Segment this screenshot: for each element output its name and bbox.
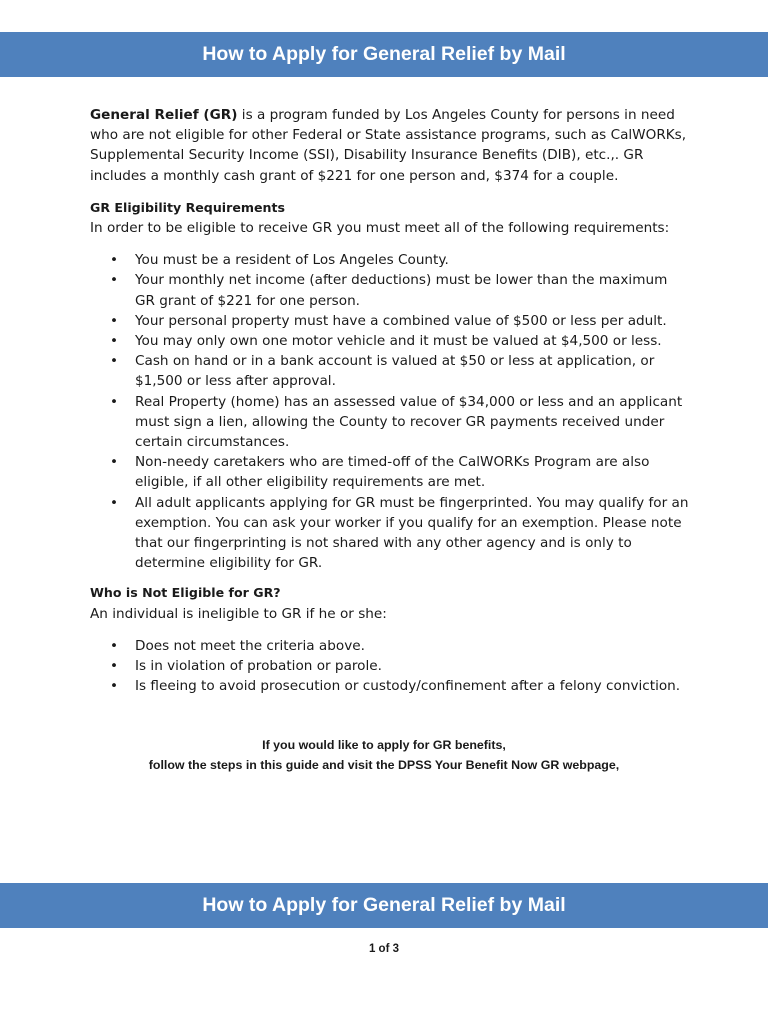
closing-note [0, 735, 768, 775]
document-body [90, 105, 690, 696]
bullet-icon: • [110, 494, 119, 511]
bullet-icon: • [110, 393, 119, 410]
list-item-text: Real Property (home) has an assessed value of $34,000 or less and an applicant must sign a lien, allowing the County to recover GR payments received under certain circumstances. [135, 393, 683, 451]
list-item-text: Is in violation of probation or parole. [135, 658, 382, 675]
ineligible-section [90, 583, 690, 696]
list-item-text: Non-needy caretakers who are timed-off of the CalWORKs Program are also eligible, if all other eligibility requirements are met. [135, 454, 650, 491]
header-title: How to Apply for General Relief by Mail [202, 43, 566, 65]
bullet-icon: • [110, 678, 119, 695]
list-item [90, 311, 690, 331]
list-item [90, 676, 690, 696]
list-item [90, 270, 690, 310]
list-item-text: Your personal property must have a combined value of $500 or less per adult. [135, 312, 667, 329]
bullet-icon: • [110, 353, 119, 370]
list-item-text: Cash on hand or in a bank account is valued at $50 or less at application, or $1,500 or less after approval. [135, 353, 655, 390]
closing-line-1: If you would like to apply for GR benefits, [262, 738, 506, 752]
bullet-icon: • [110, 637, 119, 654]
bullet-icon: • [110, 454, 119, 471]
bullet-icon: • [110, 333, 119, 350]
bullet-icon: • [110, 252, 119, 269]
ineligible-lead: An individual is ineligible to GR if he or she: [90, 605, 387, 622]
eligibility-list [90, 250, 690, 573]
list-item [90, 493, 690, 574]
ineligible-list [90, 636, 690, 697]
list-item [90, 250, 690, 270]
eligibility-heading: GR Eligibility Requirements [90, 199, 286, 215]
bullet-icon: • [110, 312, 119, 329]
intro-text: is a program funded by Los Angeles County for persons in need who are not eligible for other Federal or State assistance programs, such as CalWORKs, Supplemental Security Income (SSI), Disability Insurance Benefits (DIB), etc.,. GR includes a monthly cash grant of $221 for one person and, $374 for a couple. [90, 107, 687, 184]
list-item-text: You must be a resident of Los Angeles County. [135, 252, 449, 269]
ineligible-heading: Who is Not Eligible for GR? [90, 585, 281, 601]
list-item-text: Is fleeing to avoid prosecution or custody/confinement after a felony conviction. [135, 678, 681, 695]
list-item-text: All adult applicants applying for GR must be fingerprinted. You may qualify for an exemption. You can ask your worker if you qualify for an exemption. Please note that our fingerprinting is not shared with any other agency and is only to determine eligibility for GR. [135, 494, 689, 572]
list-item [90, 331, 690, 351]
list-item [90, 351, 690, 391]
list-item [90, 636, 690, 656]
bullet-icon: • [110, 658, 119, 675]
list-item [90, 656, 690, 676]
eligibility-section [90, 198, 690, 574]
intro-term: General Relief (GR) [90, 107, 238, 123]
intro-paragraph [90, 105, 690, 186]
eligibility-lead: In order to be eligible to receive GR you must meet all of the following requirements: [90, 220, 670, 237]
header-banner [0, 32, 768, 77]
closing-line-2: follow the steps in this guide and visit the DPSS Your Benefit Now GR webpage, [148, 758, 620, 772]
list-item [90, 392, 690, 453]
list-item-text: Does not meet the criteria above. [135, 637, 365, 654]
list-item [90, 452, 690, 492]
page-number: 1 of 3 [368, 943, 400, 955]
footer-title: How to Apply for General Relief by Mail [202, 894, 566, 916]
footer-banner [0, 883, 768, 928]
bullet-icon: • [110, 272, 119, 289]
list-item-text: Your monthly net income (after deductions) must be lower than the maximum GR grant of $221 for one person. [135, 272, 668, 309]
list-item-text: You may only own one motor vehicle and it must be valued at $4,500 or less. [135, 333, 662, 350]
